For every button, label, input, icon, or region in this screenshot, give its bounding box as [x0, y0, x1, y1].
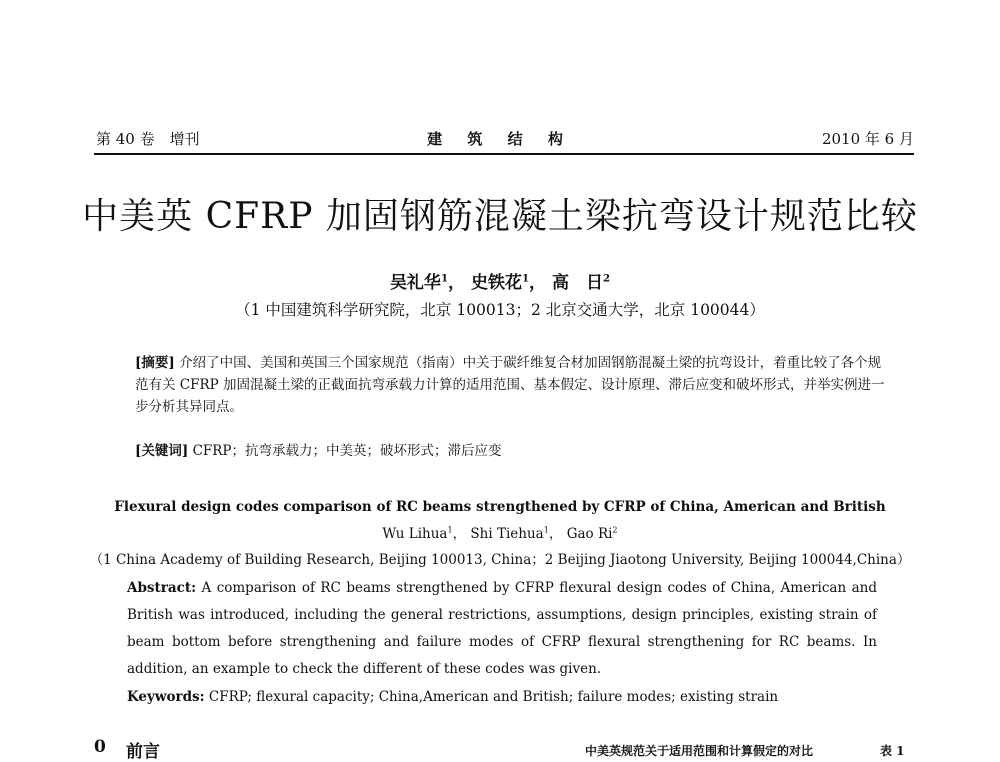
author-affil-mark: 1	[440, 272, 449, 285]
author-name: 史铁花	[470, 273, 522, 293]
author-affil-mark: 2	[602, 272, 611, 285]
author-separator: ，	[448, 273, 466, 293]
author-separator: ，	[529, 273, 547, 293]
en-abstract	[127, 575, 877, 683]
en-author-separator: ，	[452, 526, 467, 542]
en-author-name: Gao Ri	[566, 526, 613, 542]
en-keywords	[127, 686, 877, 708]
en-keywords-label: Keywords:	[127, 689, 205, 705]
table-caption: 中美英规范关于适用范围和计算假定的对比	[585, 744, 814, 758]
en-author-affil-mark: 1	[447, 524, 453, 535]
cn-keywords	[135, 440, 890, 462]
en-author-name: Wu Lihua	[382, 526, 448, 542]
author-affil-mark: 1	[521, 272, 530, 285]
section-title: 前言	[126, 742, 160, 762]
en-author-separator: ，	[548, 526, 563, 542]
table-label: 表 1	[880, 744, 905, 758]
journal-volume: 第 40 卷 增刊	[96, 130, 200, 148]
en-affiliation: （1 China Academy of Building Research, Beijing 100013, China；2 Beijing Jiaotong University, Beijing 100044,China）	[89, 552, 911, 568]
paper-title: 中美英 CFRP 加固钢筋混凝土梁抗弯设计规范比较	[82, 196, 918, 237]
cn-keywords-label: [关键词]	[135, 443, 189, 459]
affiliation: （1 中国建筑科学研究院，北京 100013；2 北京交通大学，北京 100044）	[235, 301, 765, 319]
en-author-affil-mark: 2	[612, 524, 618, 535]
journal-name: 建 筑 结 构	[427, 130, 573, 148]
en-author-list	[0, 522, 1000, 542]
en-abstract-text: A comparison of RC beams strengthened by CFRP flexural design codes of China, American and British was introduced, including the general restrictions, assumptions, design principles, existing strain of beam bottom before strengthening and failure modes of CFRP flexural strengthening for RC beams. In addition, an example to check the different of these codes was given.	[127, 580, 877, 677]
en-author-affil-mark: 1	[543, 524, 549, 535]
author-list	[0, 268, 1000, 293]
en-author-name: Shi Tiehua	[470, 526, 544, 542]
en-abstract-label: Abstract:	[127, 580, 197, 596]
section-number: 0	[94, 737, 106, 757]
en-keywords-text: CFRP; flexural capacity; China,American and British; failure modes; existing strain	[204, 689, 779, 705]
cn-abstract-text: 介绍了中国、美国和英国三个国家规范（指南）中关于碳纤维复合材加固钢筋混凝土梁的抗弯设计，着重比较了各个规范有关 CFRP 加固混凝土梁的正截面抗弯承载力计算的适用范围、基本假定、设计原理、滞后应变和破坏形式，并举实例进一步分析其异同点。	[135, 355, 885, 415]
cn-abstract-label: [摘要]	[135, 355, 175, 371]
en-title: Flexural design codes comparison of RC beams strengthened by CFRP of China, American and British	[114, 499, 886, 515]
cn-keywords-text: CFRP；抗弯承载力；中美英；破坏形式；滞后应变	[188, 443, 502, 459]
cn-abstract	[135, 352, 890, 418]
author-name: 高 日	[551, 273, 603, 293]
author-name: 吴礼华	[389, 273, 441, 293]
header-rule	[94, 153, 914, 155]
journal-date: 2010 年 6 月	[821, 130, 914, 148]
